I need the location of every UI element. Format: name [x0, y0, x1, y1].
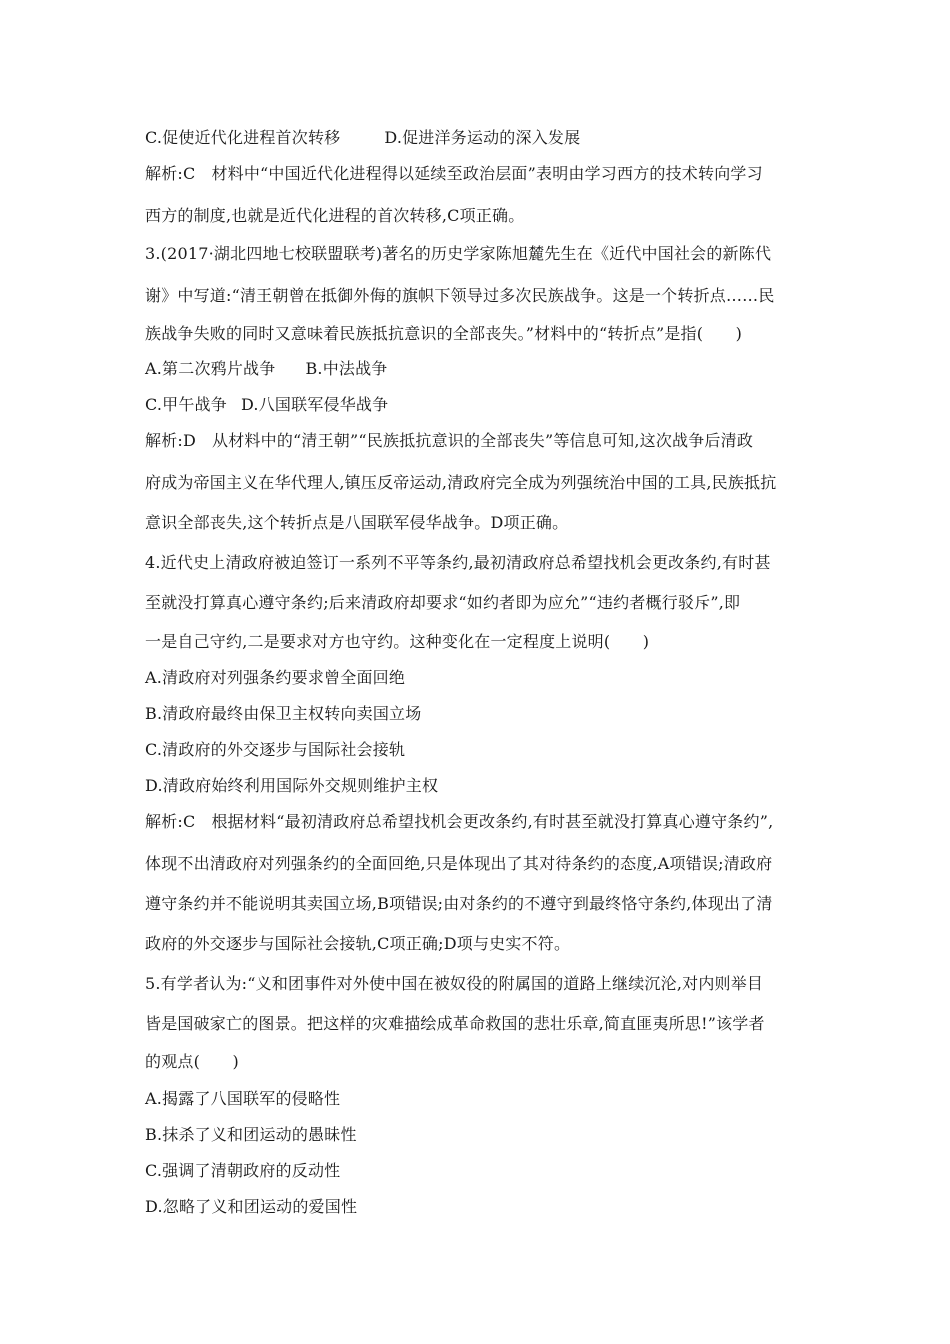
q3-stem-text-2: 谢》中写道:“清王朝曾在抵御外侮的旗帜下领导过多次民族战争。这是一个转折点……民: [145, 286, 775, 305]
q5-stem-line-1: [145, 974, 763, 994]
q5-option-c: C.强调了清朝政府的反动性: [145, 1161, 341, 1180]
q4-analysis-label: 解析:C: [145, 812, 196, 831]
q3-analysis-line-3: [145, 513, 568, 533]
q5-option-b-line: [145, 1125, 357, 1145]
q3-option-c: C.甲午战争: [145, 395, 227, 414]
q4-stem-line-1: [145, 553, 771, 573]
q5-option-c-line: [145, 1161, 340, 1181]
q4-analysis-text-4: 政府的外交逐步与国际社会接轨,C项正确;D项与史实不符。: [145, 934, 571, 953]
q5-option-a: A.揭露了八国联军的侵略性: [145, 1089, 341, 1108]
q5-option-b: B.抹杀了义和团运动的愚昧性: [145, 1125, 357, 1144]
q3-option-d: D.八国联军侵华战争: [240, 395, 389, 414]
q4-option-d: D.清政府始终利用国际外交规则维护主权: [145, 776, 439, 795]
q4-stem-text-2: 至就没打算真心遵守条约;后来清政府却要求“如约者即为应允”“违约者概行驳斥”,即: [145, 593, 741, 612]
q3-options-ab: [145, 359, 388, 379]
q5-stem-text-2: 皆是国破家亡的图景。把这样的灾难描绘成革命救国的悲壮乐章,简直匪夷所思!”该学者: [145, 1014, 765, 1033]
q4-option-b: B.清政府最终由保卫主权转向卖国立场: [145, 704, 422, 723]
q3-analysis-line-1: [145, 431, 753, 451]
q4-stem-line-3: [145, 632, 649, 652]
q4-analysis-line-2: [145, 854, 772, 874]
q3-analysis-text-3: 意识全部丧失,这个转折点是八国联军侵华战争。D项正确。: [145, 513, 569, 532]
q2-options-cd: [145, 128, 580, 148]
q3-option-b: B.中法战争: [305, 359, 388, 378]
q2-analysis-text-2: 西方的制度,也就是近代化进程的首次转移,C项正确。: [145, 206, 525, 225]
q4-option-c-line: [145, 740, 405, 760]
q4-option-c: C.清政府的外交逐步与国际社会接轨: [145, 740, 406, 759]
q3-analysis-line-2: [145, 473, 776, 493]
q3-options-cd: [145, 395, 388, 415]
q2-analysis-text-1: 材料中“中国近代化进程得以延续至政治层面”表明由学习西方的技术转向学习: [211, 164, 763, 183]
q4-analysis-text-2: 体现不出清政府对列强条约的全面回绝,只是体现出了其对待条约的态度,A项错误;清政府: [145, 854, 773, 873]
q5-stem-text-1: 5.有学者认为:“义和团事件对外使中国在被奴役的附属国的道路上继续沉沦,对内则举目: [145, 974, 764, 993]
q3-stem-text-3: 族战争失败的同时又意味着民族抵抗意识的全部丧失。”材料中的“转折点”是指( ): [145, 324, 743, 343]
q4-option-a-line: [145, 668, 405, 688]
q5-option-d-line: [145, 1197, 357, 1217]
q4-option-b-line: [145, 704, 421, 724]
q3-analysis-label: 解析:D: [145, 431, 197, 450]
q4-analysis-line-4: [145, 934, 570, 954]
q4-analysis-line-1: [145, 812, 773, 832]
q2-option-c: C.促使近代化进程首次转移: [145, 128, 341, 147]
q2-option-d: D.促进洋务运动的深入发展: [384, 128, 581, 147]
q4-option-d-line: [145, 776, 438, 796]
q3-analysis-text-1: 从材料中的“清王朝”“民族抵抗意识的全部丧失”等信息可知,这次战争后清政: [212, 431, 754, 450]
q4-stem-text-3: 一是自己守约,二是要求对方也守约。这种变化在一定程度上说明( ): [145, 632, 650, 651]
q3-analysis-text-2: 府成为帝国主义在华代理人,镇压反帝运动,清政府完全成为列强统治中国的工具,民族抵抗: [145, 473, 777, 492]
q5-option-d: D.忽略了义和团运动的爱国性: [145, 1197, 358, 1216]
q4-analysis-line-3: [145, 894, 773, 914]
q2-analysis-line-1: [145, 164, 763, 184]
q5-stem-line-3: [145, 1052, 239, 1072]
q3-stem-text-1: 3.(2017·湖北四地七校联盟联考)著名的历史学家陈旭麓先生在《近代中国社会的新陈代: [145, 244, 772, 263]
q3-stem-line-3: [145, 324, 742, 344]
q4-stem-text-1: 4.近代史上清政府被迫签订一系列不平等条约,最初清政府总希望找机会更改条约,有时甚: [145, 553, 771, 572]
q4-analysis-text-1: 根据材料“最初清政府总希望找机会更改条约,有时甚至就没打算真心遵守条约”,: [211, 812, 774, 831]
q5-option-a-line: [145, 1089, 340, 1109]
q2-analysis-label: 解析:C: [145, 164, 196, 183]
q2-analysis-line-2: [145, 206, 524, 226]
q5-stem-line-2: [145, 1014, 765, 1034]
q3-stem-line-2: [145, 286, 775, 306]
q4-stem-line-2: [145, 593, 740, 613]
q4-analysis-text-3: 遵守条约并不能说明其卖国立场,B项错误;由对条约的不遵守到最终恪守条约,体现出了清: [145, 894, 773, 913]
q5-stem-text-3: 的观点( ): [145, 1052, 239, 1071]
q3-stem-line-1: [145, 244, 771, 264]
q3-option-a: A.第二次鸦片战争: [145, 359, 276, 378]
q4-option-a: A.清政府对列强条约要求曾全面回绝: [145, 668, 406, 687]
